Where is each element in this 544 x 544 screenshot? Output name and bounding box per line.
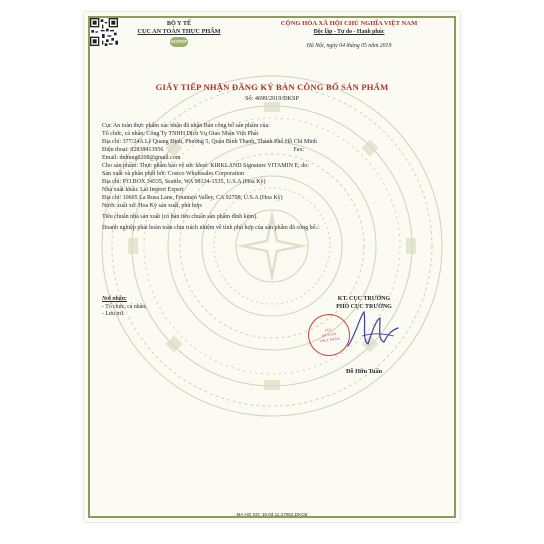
official-seal: CỤC AN TOÀN THỰC PHẨM (305, 311, 352, 358)
body-line: Cho sản phẩm: Thực phẩm bảo vệ sức khoẻ: KIRKLAND Signature VITAMIN E; do: (102, 163, 309, 169)
dossier-code: MA HO SO: 19.03.11.27052.DKCB (236, 512, 308, 517)
body-line: Doanh nghiệp phải hoàn toàn chịu trách nhiệm về tính phù hợp của sản phẩm đã công bố./. (102, 225, 321, 231)
department-name: CỤC AN TOÀN THỰC PHẨM (137, 28, 221, 35)
nation-name: CỘNG HÒA XÃ HỘI CHỦ NGHĨA VIỆT NAM (280, 20, 418, 27)
body-line: Email: dnhung0208@gmail.com (102, 155, 181, 161)
body-line: Nước xuất xứ: Hoa Kỳ sản xuất, phù hợp: (102, 203, 203, 209)
body-line: Địa chỉ: P.O.BOX 34535, Seattle, WA 98124-1535, U.S.A (Hoa Kỳ) (102, 179, 266, 185)
national-motto: Độc lập - Tự do - Hạnh phúc (313, 29, 385, 35)
national-header (244, 20, 454, 50)
ministry-name: BỘ Y TẾ (166, 20, 192, 27)
body-line: Tổ chức, cá nhân: Công Ty TNHH Dịch Vụ Giao Nhận Việt Phát (102, 131, 259, 137)
body-line: Địa chỉ: 377/24A Lê Quang Định, Phường 5, Quận Bình Thạnh, Thành Phố Hồ Chí Minh (102, 139, 317, 145)
document-number: Số: 4699/2019/ĐKSP (245, 95, 299, 102)
document-page (84, 12, 460, 522)
document-title: GIẤY TIẾP NHẬN ĐĂNG KÝ BẢN CÔNG BỐ SẢN PHẨM (155, 82, 389, 92)
qr-code (90, 18, 118, 46)
recipient-item: - Lưu trữ. (102, 311, 125, 317)
recipient-item: - Tổ chức, cá nhân; (102, 303, 147, 310)
agency-logo: SCFNTP (170, 37, 188, 47)
body-line: Địa chỉ: 10605 La Rosa Lane, Fountain Valley, CA 92708, U.S.A (Hoa Kỳ) (102, 195, 283, 201)
recipients-heading: Nơi nhận: (102, 296, 127, 302)
fax-label: Fax: (293, 147, 304, 153)
body-line: Cục An toàn thực phẩm xác nhận đã nhận Bản công bố sản phẩm của: (102, 123, 270, 129)
phone-text: Điện thoại: 02838413956 (102, 147, 164, 153)
signer-title-secondary: PHÓ CỤC TRƯỞNG (336, 303, 392, 310)
document-body (102, 122, 446, 232)
body-line: Tiêu chuẩn nhà sản xuất (có bản tiêu chuẩn sản phẩm đính kèm). (102, 214, 258, 220)
dateline: Hà Nội, ngày 04 tháng 05 năm 2019 (306, 43, 392, 49)
signer-title-primary: KT. CỤC TRƯỞNG (337, 296, 391, 302)
body-line (102, 146, 446, 154)
issuer-block (124, 20, 234, 47)
signer-name: Đỗ Hữu Tuấn (345, 368, 383, 375)
handwritten-signature (342, 306, 402, 358)
body-line: Nhà xuất khẩu: Lai Import Expert (102, 187, 184, 193)
recipients-block (102, 296, 212, 319)
body-line: Sản xuất và phân phối bởi: Costco Wholesales Corporation (102, 171, 245, 177)
